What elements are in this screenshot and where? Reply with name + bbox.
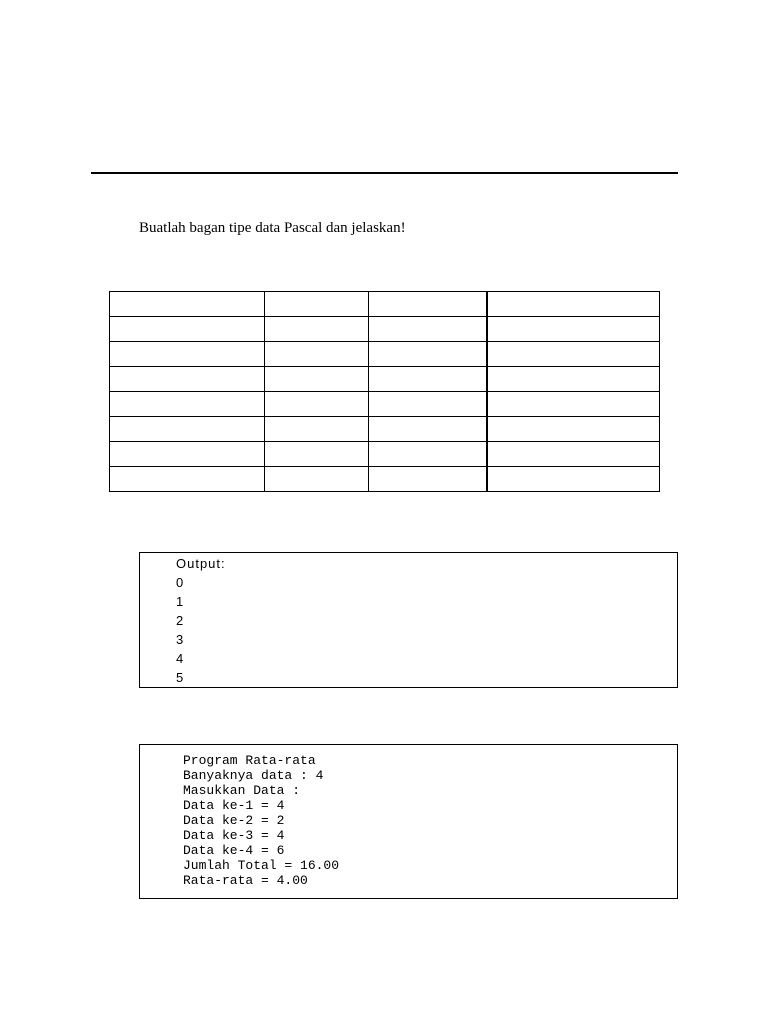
table-row — [110, 467, 660, 492]
program-output-box — [139, 744, 678, 899]
table-cell — [265, 292, 369, 317]
table-cell — [487, 317, 660, 342]
table-cell — [110, 417, 265, 442]
text-line: 5 — [176, 670, 185, 685]
instruction-text: Buatlah bagan tipe data Pascal dan jelaskan! — [139, 220, 406, 236]
table-cell — [265, 342, 369, 367]
table-row — [110, 417, 660, 442]
text-line: 1 — [176, 594, 185, 609]
table-cell — [369, 342, 488, 367]
text-line: 2 — [176, 613, 185, 628]
table-cell — [487, 417, 660, 442]
text-line: 0 — [176, 575, 185, 590]
table-row — [110, 342, 660, 367]
table-cell — [110, 367, 265, 392]
text-line: Banyaknya data : 4 — [183, 768, 324, 783]
text-line: Masukkan Data : — [183, 783, 301, 798]
text-line: Data ke-3 = 4 — [183, 828, 285, 843]
table-cell — [369, 467, 488, 492]
table-row — [110, 392, 660, 417]
text-line: 3 — [176, 632, 185, 647]
table-cell — [265, 467, 369, 492]
text-line: Data ke-4 = 6 — [183, 843, 285, 858]
table-cell — [110, 442, 265, 467]
text-line: 4 — [176, 651, 185, 666]
table-row — [110, 317, 660, 342]
table-cell — [369, 417, 488, 442]
table-cell — [265, 317, 369, 342]
horizontal-rule — [91, 172, 678, 174]
table-cell — [265, 442, 369, 467]
text-line: Data ke-1 = 4 — [183, 798, 285, 813]
table-cell — [110, 342, 265, 367]
table-row — [110, 292, 660, 317]
table-cell — [110, 467, 265, 492]
text-line: Rata-rata = 4.00 — [183, 873, 308, 888]
output-lines — [176, 554, 226, 687]
table-row — [110, 442, 660, 467]
program-lines — [183, 753, 339, 888]
table-cell — [110, 292, 265, 317]
table-cell — [369, 367, 488, 392]
table-cell — [487, 342, 660, 367]
output-box — [139, 552, 678, 688]
table-cell — [487, 467, 660, 492]
empty-table — [109, 291, 660, 492]
table-cell — [369, 442, 488, 467]
table-cell — [369, 292, 488, 317]
table-cell — [487, 367, 660, 392]
table-cell — [487, 392, 660, 417]
table-cell — [369, 317, 488, 342]
table-cell — [265, 417, 369, 442]
table-cell — [487, 442, 660, 467]
table-cell — [265, 367, 369, 392]
table-cell — [110, 317, 265, 342]
table-cell — [265, 392, 369, 417]
table-row — [110, 367, 660, 392]
table-cell — [487, 292, 660, 317]
table-cell — [110, 392, 265, 417]
text-line: Output: — [176, 556, 226, 571]
text-line: Program Rata-rata — [183, 753, 316, 768]
table-cell — [369, 392, 488, 417]
text-line: Data ke-2 = 2 — [183, 813, 285, 828]
text-line: Jumlah Total = 16.00 — [183, 858, 340, 873]
